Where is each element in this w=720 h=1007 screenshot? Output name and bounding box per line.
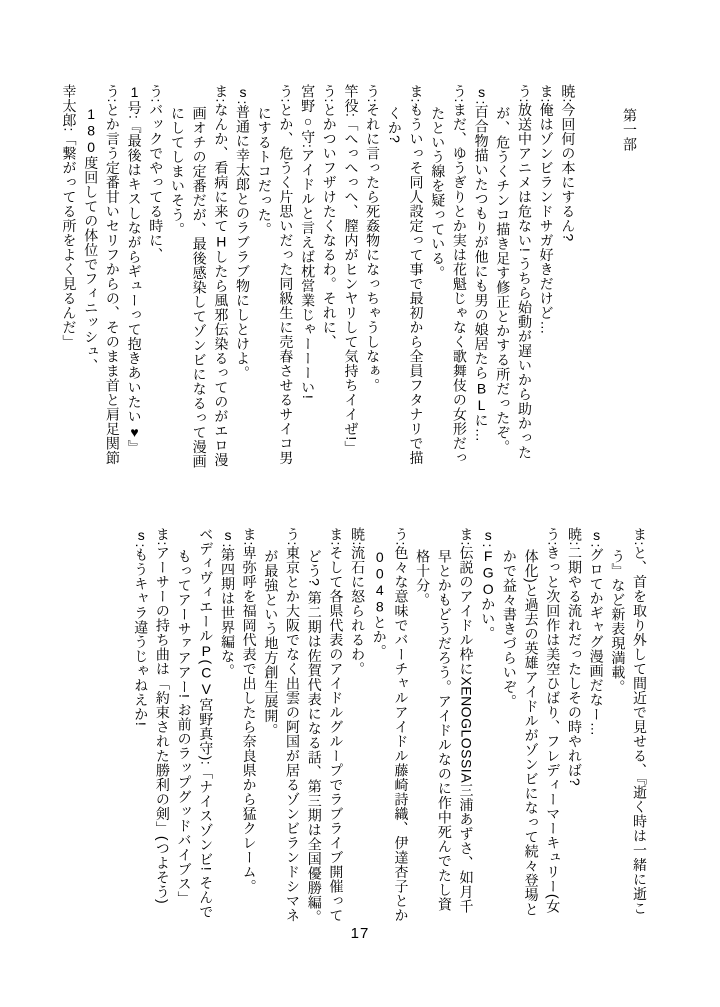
- dialogue-line: う:放送中アニメは危ない! うちら始動が遅いから助かったが、危うくチンコ描き足す修正とかする所だったぞ。: [495, 84, 533, 460]
- dialogue-line: ま:俺はゾンビランドサガ好きだけど…: [538, 84, 555, 335]
- dialogue-line: ベディヴィエールP(CV宮野真守):「ナイスゾンビ! そんでもってアーサァアアー! お前のラップグッドバイブス」: [176, 527, 215, 920]
- dialogue-line: う:それに言ったら死姦物になっちゃうしなぁ。: [365, 84, 382, 393]
- dialogue-line: s:百合物描いたつもりが他にも男の娘居たらBLに…: [473, 84, 490, 443]
- part1-dialogue-block-bottom: [130, 527, 651, 925]
- dialogue-line: う:東京とか大阪でなく出雲の阿国が居るゾンビランドシマネが最強という地方創生展開。: [263, 527, 301, 923]
- dialogue-line: s:第四期は世界編な。: [219, 527, 236, 679]
- dialogue-line: う:バックでやってる時に、: [148, 84, 165, 263]
- dialogue-line: う:とか言う定番甘いセリフからの、そのまま首と肩足関節180度回しての体位でフィニッシュ、: [83, 84, 121, 466]
- dialogue-line: s:普通に幸太郎とのラブラブ物にしとけよ。: [235, 84, 251, 381]
- dialogue-line: ま:アーサーの持ち曲は「約束された勝利の剣」(つよそう): [154, 527, 171, 905]
- part-heading: 第一部: [622, 107, 638, 152]
- page-number: 17: [350, 925, 370, 942]
- dialogue-line: 1号:『最後はキスしながらギューって抱きあいたい♥』: [126, 84, 143, 455]
- dialogue-line: ま:と、首を取り外して間近で見せる、『逝く時は一緒に逝こう』など新表現満載。: [610, 527, 648, 916]
- dialogue-line: う:とかついフザけたくなるわ。それに、: [321, 84, 338, 350]
- dialogue-line: う:とか、危うく片思いだった同級生に売春させるサイコ男にするトコだった。: [256, 84, 295, 466]
- dialogue-line: s:グロてかギャグ漫画だなー…: [588, 527, 605, 737]
- dialogue-line: う:きっと次回作は美空ひばり、フレディーマーキュリー(女体化)と過去の英雄アイドルがゾンビになって続々登場とかで益々書きづらいぞ。: [501, 527, 562, 918]
- dialogue-line: ま:なんか、看病に来てHしたら風邪伝染るってのがエロ漫画オチの定番だが、最後感染してゾンビになるって漫画にしてしまいそう。: [169, 84, 230, 469]
- dialogue-line: 竿役:「へっへっへ、膣内がヒンヤリして気持ちイイぜ!」: [343, 84, 360, 456]
- dialogue-line: う:まだ、ゆうぎりとか実は花魁じゃなく歌舞伎の女形だったという線を疑っている。: [430, 84, 468, 466]
- dialogue-line: 暁:二期やる流れだったしその時やれば?: [566, 527, 583, 787]
- dialogue-line: 暁:今回何の本にするん?: [560, 84, 577, 242]
- dialogue-line: う:色々な意味でバーチャルアイドル藤崎詩織、伊達杏子とか0048とか。: [371, 527, 410, 923]
- dialogue-line: ま:伝説のアイドル枠にXENOGLOSSIA三浦あずさ、如月千早とかもどうだろう。アイドルなのに作中死んでたし資格十分。: [415, 527, 475, 914]
- dialogue-line: 暁:流石に怒られるわ。: [350, 527, 367, 677]
- dialogue-line: 幸太郎:「繋がってる所をよく見るんだ」: [61, 84, 78, 350]
- dialogue-line: ま:もういっそ同人設定って事で最初から全員フタナリで描くか?: [386, 84, 425, 466]
- dialogue-line: s:FGOかい。: [480, 527, 497, 641]
- dialogue-line: s:もうキャラ違うじゃねえか!: [133, 527, 150, 727]
- dialogue-line: ま:卑弥呼を福岡代表で出したら奈良県から猛クレーム。: [241, 527, 258, 894]
- dialogue-line: ま:そして各県代表のアイドルグループでラブライブ開催ってどう? 第二期は佐賀代表になる話、第三期は全国優勝編。: [306, 527, 345, 925]
- part1-dialogue-block-top: [58, 84, 640, 474]
- dialogue-line: 宮野○守:アイドルと言えば枕営業じゃーーーい!: [300, 84, 317, 400]
